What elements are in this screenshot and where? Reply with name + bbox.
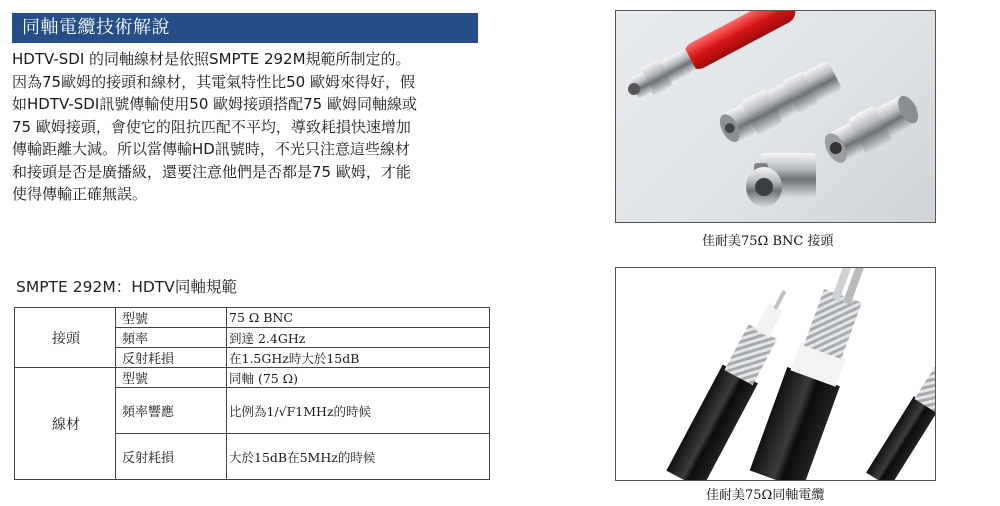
body-paragraph [12, 48, 478, 206]
spec-table [14, 307, 490, 480]
table-row [15, 308, 490, 328]
paragraph-line: 因為75歐姆的接頭和線材，其電氣特性比50 歐姆來得好，假 [12, 72, 415, 91]
row-value: 比例為1/√F1MHz的時候 [227, 388, 490, 434]
paragraph-line: 如HDTV-SDI訊號傳輸使用50 歐姆接頭搭配75 歐姆同軸線或 [12, 95, 417, 113]
bnc-connectors-photo [615, 10, 936, 223]
row-value: 75 Ω BNC [227, 308, 490, 328]
row-label: 頻率 [116, 328, 227, 348]
paragraph-line: 75 歐姆接頭，會使它的阻抗匹配不平均，導致耗損快速增加 [12, 117, 411, 136]
paragraph-line: HDTV-SDI 的同軸線材是依照SMPTE 292M規範所制定的。 [12, 50, 411, 68]
category-cable: 線材 [15, 368, 116, 480]
row-value: 在1.5GHz時大於15dB [227, 348, 490, 368]
row-label: 型號 [116, 308, 227, 328]
category-connector: 接頭 [15, 308, 116, 368]
bnc-photo-caption: 佳耐美75Ω BNC 接頭 [702, 234, 834, 249]
spec-table-title: SMPTE 292M：HDTV同軸規範 [16, 278, 237, 296]
row-label: 反射耗損 [116, 348, 227, 368]
coaxial-cables-photo [615, 267, 936, 481]
row-label: 頻率響應 [116, 388, 227, 434]
row-label: 反射耗損 [116, 434, 227, 480]
row-value: 到達 2.4GHz [227, 328, 490, 348]
row-value: 大於15dB在5MHz的時候 [227, 434, 490, 480]
table-row [15, 368, 490, 388]
section-title: 同軸電纜技術解說 [12, 13, 478, 43]
row-value: 同軸 (75 Ω) [227, 368, 490, 388]
paragraph-line: 和接頭是否是廣播級，還要注意他們是否都是75 歐姆，才能 [12, 162, 411, 181]
paragraph-line: 使得傳輸正確無誤。 [12, 185, 148, 203]
paragraph-line: 傳輸距離大減。所以當傳輸HD訊號時，不光只注意這些線材 [12, 140, 410, 158]
row-label: 型號 [116, 368, 227, 388]
cable-photo-caption: 佳耐美75Ω同軸電纜 [706, 488, 825, 503]
